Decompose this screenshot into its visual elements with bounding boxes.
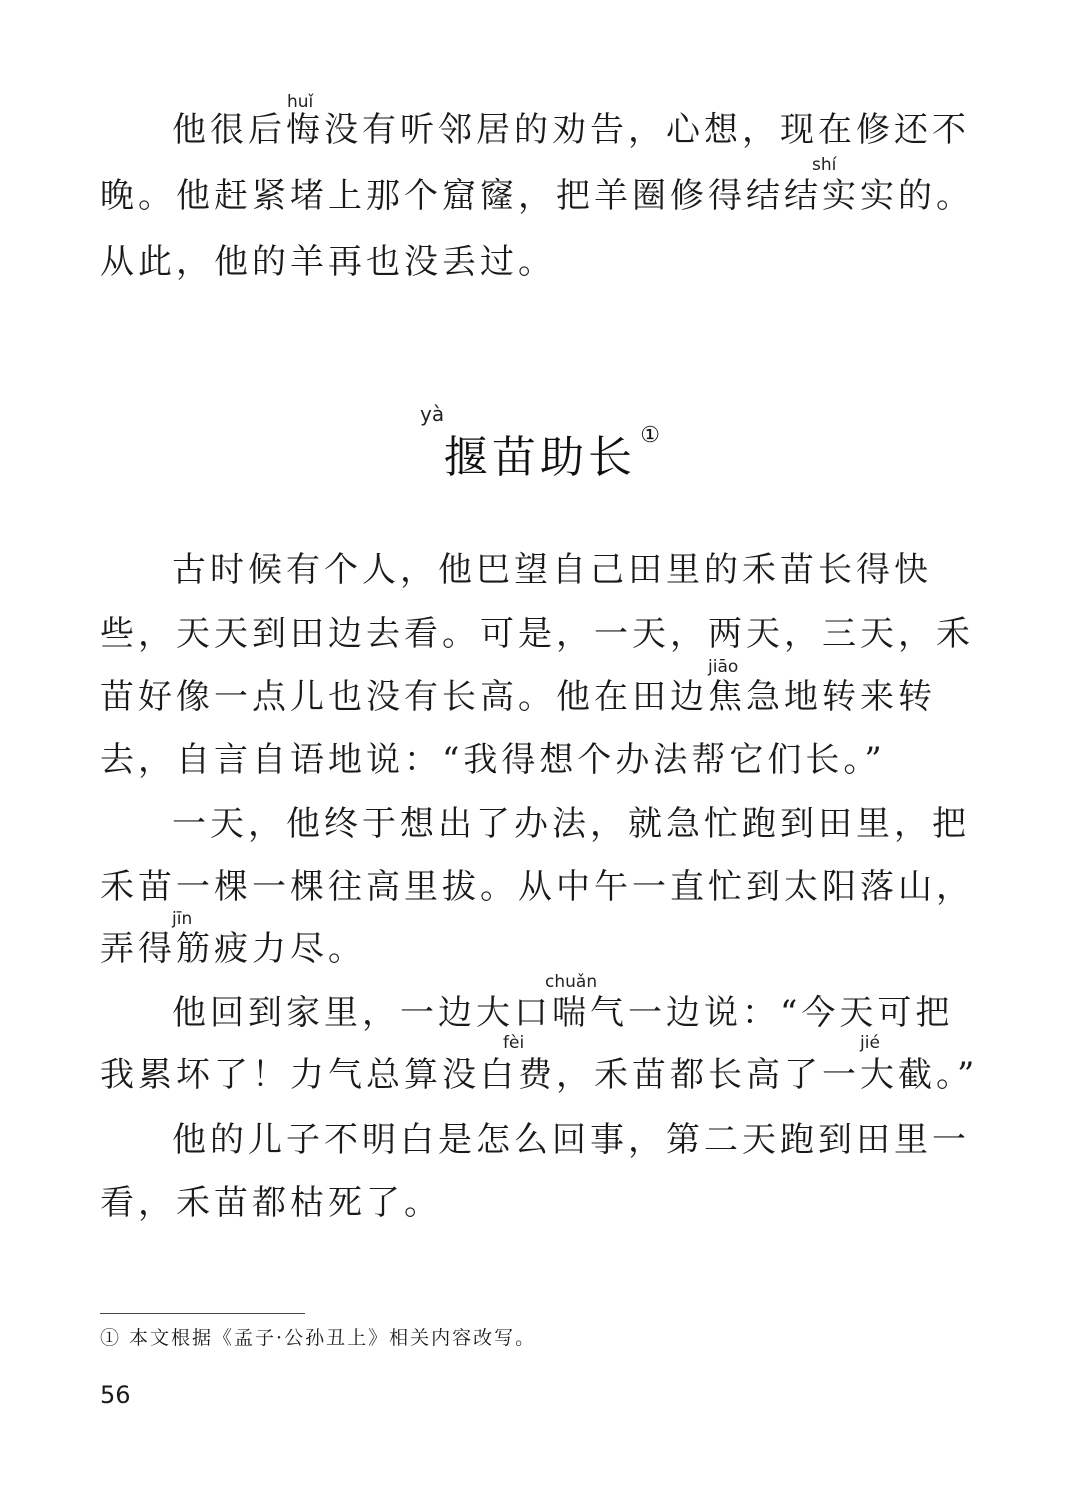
prev-story-line-3: 从此，他的羊再也没丢过。 [100,242,556,282]
story-line-10: 他的儿子不明白是怎么回事，第二天跑到田里一 [172,1120,970,1160]
story-line-5: 一天，他终于想出了办法，就急忙跑到田里，把 [172,804,970,844]
title-footnote-mark: ① [640,423,664,448]
story-line-6: 禾苗一棵一棵往高里拔。从中午一直忙到太阳落山， [100,867,974,907]
story-line-4: 去，自言自语地说：“我得想个办法帮它们长。” [100,740,886,780]
pinyin-jiao: jiāo [708,657,739,677]
story-line-2: 些，天天到田边去看。可是，一天，两天，三天，禾 [100,614,974,654]
story-line-7: 弄得筋疲力尽。 [100,929,366,969]
story-line-8: 他回到家里，一边大口喘气一边说：“今天可把 [172,993,954,1033]
footnote: ① 本文根据《孟子·公孙丑上》相关内容改写。 [100,1327,537,1349]
pinyin-chuan: chuǎn [545,972,598,992]
pinyin-jin: jīn [172,909,193,929]
story-line-1: 古时候有个人，他巴望自己田里的禾苗长得快 [172,550,932,590]
story-line-3: 苗好像一点儿也没有长高。他在田边焦急地转来转 [100,677,936,717]
page-number: 56 [100,1381,131,1409]
pinyin-shi: shí [812,155,837,175]
pinyin-fei: fèi [503,1033,525,1053]
story-title-text: 揠苗助长 [444,432,636,483]
story-title [0,423,1080,484]
story-line-11: 看，禾苗都枯死了。 [100,1183,442,1223]
pinyin-hui: huǐ [287,92,314,112]
story-line-9: 我累坏了！力气总算没白费，禾苗都长高了一大截。” [100,1055,979,1095]
title-pinyin: yà [420,402,445,426]
prev-story-line-2: 晚。他赶紧堵上那个窟窿，把羊圈修得结结实实的。 [100,176,974,216]
footnote-divider [100,1313,305,1314]
prev-story-line-1: 他很后悔没有听邻居的劝告，心想，现在修还不 [172,110,970,150]
pinyin-jie: jié [860,1033,880,1053]
